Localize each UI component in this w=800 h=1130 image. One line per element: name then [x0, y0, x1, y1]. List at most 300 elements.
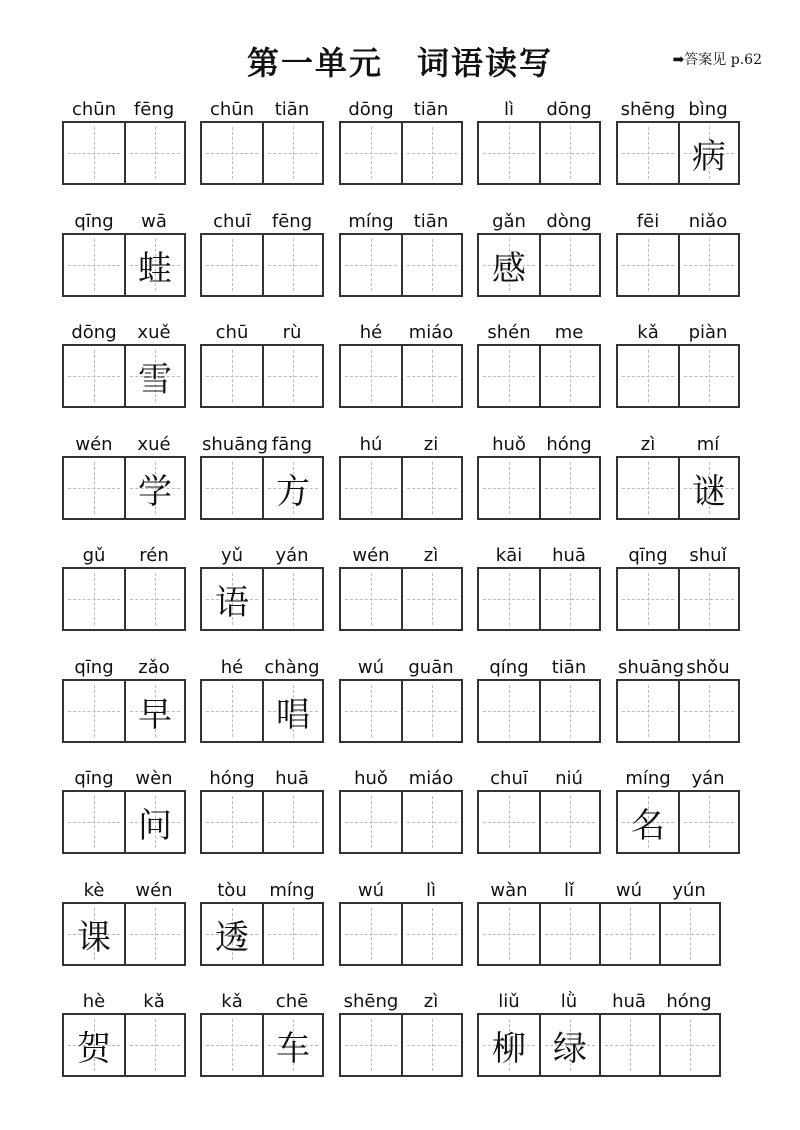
word-item	[200, 99, 324, 185]
pinyin-label: zì	[423, 991, 439, 1012]
writing-boxes	[200, 790, 324, 854]
writing-boxes	[616, 344, 740, 408]
pinyin-label: zi	[423, 434, 439, 455]
pinyin-label: piàn	[688, 322, 728, 343]
pinyin-label: lǐ	[563, 880, 574, 901]
writing-cell[interactable]	[678, 569, 738, 629]
pinyin-label: wén	[352, 545, 390, 566]
writing-cell[interactable]	[262, 123, 322, 183]
writing-boxes	[339, 456, 463, 520]
given-character	[341, 792, 401, 852]
pinyin-label: niǎo	[688, 211, 728, 232]
writing-cell[interactable]	[124, 904, 184, 964]
writing-boxes	[339, 679, 463, 743]
pinyin-label: qīng	[628, 545, 668, 566]
word-item	[477, 880, 721, 966]
writing-cell[interactable]	[341, 792, 401, 852]
given-character: 学	[138, 471, 172, 512]
given-character	[264, 904, 322, 964]
writing-cell[interactable]	[678, 346, 738, 406]
writing-cell[interactable]	[341, 235, 401, 295]
given-character	[64, 569, 124, 629]
word-item	[616, 657, 740, 743]
writing-cell[interactable]	[64, 569, 124, 629]
pinyin-label: fēi	[636, 211, 660, 232]
pinyin-label: dōng	[546, 99, 592, 120]
writing-boxes	[200, 1013, 324, 1077]
pinyin-label: wú	[357, 657, 385, 678]
writing-cell[interactable]	[539, 904, 599, 964]
writing-cell[interactable]	[341, 681, 401, 741]
writing-cell[interactable]	[262, 904, 322, 964]
writing-cell[interactable]	[401, 681, 461, 741]
pinyin-label: chàng	[264, 657, 320, 678]
pinyin-label: hóng	[666, 991, 712, 1012]
pinyin-label: wú	[615, 880, 643, 901]
pinyin-label: shēng	[343, 991, 399, 1012]
given-character	[202, 681, 262, 741]
pinyin-label: yǔ	[220, 545, 244, 566]
given-character	[661, 904, 719, 964]
given-character	[618, 235, 678, 295]
word-item	[616, 99, 740, 185]
writing-cell[interactable]	[618, 123, 678, 183]
word-item	[477, 211, 601, 297]
writing-boxes	[616, 121, 740, 185]
pinyin-label: yán	[691, 768, 725, 789]
writing-boxes	[200, 233, 324, 297]
writing-cell[interactable]	[401, 1015, 461, 1075]
given-character	[618, 681, 678, 741]
given-character	[680, 569, 738, 629]
writing-cell[interactable]	[479, 569, 539, 629]
writing-cell[interactable]	[539, 681, 599, 741]
writing-cell[interactable]	[401, 235, 461, 295]
pinyin-label: chū	[215, 322, 249, 343]
given-character	[403, 458, 461, 518]
pinyin-label: rù	[282, 322, 302, 343]
pinyin-label: dòng	[546, 211, 592, 232]
given-character	[341, 235, 401, 295]
writing-cell[interactable]	[124, 346, 184, 406]
word-item	[616, 768, 740, 854]
writing-boxes	[477, 121, 601, 185]
writing-cell[interactable]	[202, 792, 262, 852]
writing-cell[interactable]	[202, 569, 262, 629]
pinyin-label: gǎn	[492, 211, 526, 232]
writing-boxes	[62, 344, 186, 408]
given-character	[64, 235, 124, 295]
writing-cell[interactable]	[202, 904, 262, 964]
given-character: 绿	[553, 1028, 587, 1069]
writing-cell[interactable]	[341, 458, 401, 518]
pinyin-label: lì	[425, 880, 436, 901]
given-character	[479, 346, 539, 406]
given-character	[341, 904, 401, 964]
word-item	[62, 657, 186, 743]
given-character	[618, 458, 678, 518]
given-character	[341, 569, 401, 629]
writing-boxes	[339, 1013, 463, 1077]
writing-cell[interactable]	[124, 235, 184, 295]
word-item	[339, 211, 463, 297]
given-character	[680, 792, 738, 852]
word-item	[616, 545, 740, 631]
writing-cell[interactable]	[539, 569, 599, 629]
given-character: 车	[276, 1028, 310, 1069]
pinyin-label: rén	[139, 545, 169, 566]
word-item	[200, 434, 324, 520]
writing-cell[interactable]	[618, 346, 678, 406]
pinyin-label: huā	[275, 768, 309, 789]
pinyin-label: wèn	[135, 768, 173, 789]
writing-cell[interactable]	[341, 1015, 401, 1075]
writing-boxes	[339, 902, 463, 966]
word-item	[477, 99, 601, 185]
word-item	[339, 991, 463, 1077]
writing-cell[interactable]	[262, 346, 322, 406]
given-character: 语	[215, 582, 249, 623]
word-item	[339, 768, 463, 854]
given-character	[341, 1015, 401, 1075]
word-item	[62, 211, 186, 297]
word-item	[616, 322, 740, 408]
given-character	[680, 346, 738, 406]
pinyin-label: liǔ	[498, 991, 520, 1012]
writing-cell[interactable]	[539, 346, 599, 406]
word-item	[339, 434, 463, 520]
given-character	[341, 123, 401, 183]
word-item	[200, 657, 324, 743]
writing-cell[interactable]	[678, 458, 738, 518]
word-item	[339, 322, 463, 408]
given-character	[341, 681, 401, 741]
writing-cell[interactable]	[479, 346, 539, 406]
pinyin-label: shén	[487, 322, 531, 343]
word-item	[62, 322, 186, 408]
given-character	[618, 569, 678, 629]
writing-cell[interactable]	[64, 1015, 124, 1075]
writing-boxes	[339, 790, 463, 854]
pinyin-label: wú	[357, 880, 385, 901]
answer-reference: ➡答案见 p.62	[672, 52, 762, 68]
writing-cell[interactable]	[539, 123, 599, 183]
pinyin-label: miáo	[408, 768, 454, 789]
given-character: 贺	[77, 1028, 111, 1069]
given-character	[341, 458, 401, 518]
pinyin-label: dōng	[348, 99, 394, 120]
pinyin-label: huā	[612, 991, 646, 1012]
pinyin-label: tòu	[217, 880, 247, 901]
writing-boxes	[477, 790, 601, 854]
pinyin-label: chūn	[71, 99, 117, 120]
writing-cell[interactable]	[202, 123, 262, 183]
pinyin-label: huǒ	[354, 768, 388, 789]
word-item	[62, 545, 186, 631]
given-character	[264, 235, 322, 295]
writing-cell[interactable]	[64, 792, 124, 852]
writing-cell[interactable]	[262, 235, 322, 295]
pinyin-label: chuī	[490, 768, 528, 789]
writing-cell[interactable]	[64, 346, 124, 406]
given-character	[479, 569, 539, 629]
writing-cell[interactable]	[401, 458, 461, 518]
writing-boxes	[477, 233, 601, 297]
writing-cell[interactable]	[401, 792, 461, 852]
writing-cell[interactable]	[539, 1015, 599, 1075]
given-character	[126, 123, 184, 183]
pinyin-label: hé	[359, 322, 383, 343]
writing-cell[interactable]	[618, 235, 678, 295]
pinyin-label: kè	[83, 880, 105, 901]
writing-cell[interactable]	[202, 346, 262, 406]
given-character	[680, 681, 738, 741]
pinyin-label: me	[554, 322, 584, 343]
writing-cell[interactable]	[479, 681, 539, 741]
pinyin-label: hé	[220, 657, 244, 678]
writing-cell[interactable]	[618, 458, 678, 518]
given-character: 柳	[492, 1028, 526, 1069]
writing-cell[interactable]	[539, 235, 599, 295]
given-character	[541, 904, 599, 964]
writing-cell[interactable]	[539, 458, 599, 518]
pinyin-label: lì	[503, 99, 514, 120]
writing-cell[interactable]	[401, 569, 461, 629]
pinyin-label: kǎ	[143, 991, 165, 1012]
pinyin-label: qíng	[489, 657, 529, 678]
pinyin-label: fāng	[271, 434, 313, 455]
pinyin-label: zì	[423, 545, 439, 566]
writing-cell[interactable]	[479, 792, 539, 852]
given-character	[126, 1015, 184, 1075]
pinyin-label: lǜ	[560, 991, 578, 1012]
writing-cell[interactable]	[618, 569, 678, 629]
pinyin-label: zǎo	[138, 657, 170, 678]
writing-cell[interactable]	[659, 1015, 719, 1075]
given-character: 透	[215, 917, 249, 958]
writing-cell[interactable]	[618, 681, 678, 741]
given-character	[479, 681, 539, 741]
writing-cell[interactable]	[341, 904, 401, 964]
writing-boxes	[616, 456, 740, 520]
writing-cell[interactable]	[678, 123, 738, 183]
given-character: 课	[77, 917, 111, 958]
given-character	[202, 123, 262, 183]
writing-boxes	[616, 679, 740, 743]
pinyin-label: mí	[696, 434, 720, 455]
writing-cell[interactable]	[124, 458, 184, 518]
given-character	[264, 123, 322, 183]
pinyin-label: shuāng	[618, 657, 685, 678]
given-character	[541, 681, 599, 741]
writing-boxes	[62, 679, 186, 743]
writing-cell[interactable]	[401, 346, 461, 406]
word-item	[339, 880, 463, 966]
writing-cell[interactable]	[479, 904, 539, 964]
writing-cell[interactable]	[618, 792, 678, 852]
writing-cell[interactable]	[202, 235, 262, 295]
writing-cell[interactable]	[124, 1015, 184, 1075]
writing-cell[interactable]	[539, 792, 599, 852]
word-item	[477, 657, 601, 743]
pinyin-label: guān	[408, 657, 454, 678]
given-character	[541, 458, 599, 518]
given-character	[541, 569, 599, 629]
writing-cell[interactable]	[262, 1015, 322, 1075]
given-character	[680, 235, 738, 295]
word-item	[200, 211, 324, 297]
writing-boxes	[477, 679, 601, 743]
pinyin-label: hóng	[209, 768, 255, 789]
writing-cell[interactable]	[202, 1015, 262, 1075]
pinyin-label: wén	[135, 880, 173, 901]
given-character: 名	[631, 805, 665, 846]
writing-cell[interactable]	[64, 458, 124, 518]
given-character	[202, 792, 262, 852]
given-character	[403, 904, 461, 964]
pinyin-label: chē	[275, 991, 309, 1012]
writing-cell[interactable]	[262, 569, 322, 629]
given-character	[202, 1015, 262, 1075]
word-item	[616, 434, 740, 520]
writing-boxes	[339, 567, 463, 631]
word-item	[200, 322, 324, 408]
writing-boxes	[477, 567, 601, 631]
writing-cell[interactable]	[678, 681, 738, 741]
pinyin-label: wén	[75, 434, 113, 455]
writing-cell[interactable]	[124, 569, 184, 629]
word-item	[200, 991, 324, 1077]
pinyin-label: miáo	[408, 322, 454, 343]
word-item	[62, 991, 186, 1077]
pinyin-label: huǒ	[492, 434, 526, 455]
given-character	[64, 681, 124, 741]
writing-cell[interactable]	[124, 681, 184, 741]
writing-cell[interactable]	[341, 569, 401, 629]
writing-cell[interactable]	[202, 458, 262, 518]
given-character	[618, 123, 678, 183]
writing-boxes	[62, 1013, 186, 1077]
word-item	[62, 880, 186, 966]
given-character	[403, 123, 461, 183]
writing-cell[interactable]	[599, 1015, 659, 1075]
writing-boxes	[616, 233, 740, 297]
writing-boxes	[616, 790, 740, 854]
pinyin-label: xué	[137, 434, 171, 455]
pinyin-label: shuǐ	[689, 545, 727, 566]
word-item	[200, 880, 324, 966]
writing-cell[interactable]	[659, 904, 719, 964]
writing-boxes	[62, 121, 186, 185]
writing-cell[interactable]	[341, 346, 401, 406]
writing-cell[interactable]	[262, 681, 322, 741]
pinyin-label: kǎ	[637, 322, 659, 343]
word-item	[200, 545, 324, 631]
pinyin-label: fēng	[133, 99, 175, 120]
word-item	[477, 322, 601, 408]
pinyin-label: tiān	[413, 99, 449, 120]
writing-cell[interactable]	[124, 123, 184, 183]
given-character	[403, 235, 461, 295]
writing-cell[interactable]	[479, 123, 539, 183]
writing-cell[interactable]	[262, 792, 322, 852]
pinyin-label: niú	[555, 768, 583, 789]
pinyin-label: qīng	[74, 211, 114, 232]
writing-boxes	[477, 1013, 721, 1077]
given-character	[202, 235, 262, 295]
writing-cell[interactable]	[64, 681, 124, 741]
word-item	[477, 434, 601, 520]
writing-boxes	[200, 902, 324, 966]
given-character	[403, 1015, 461, 1075]
given-character	[403, 569, 461, 629]
writing-boxes	[339, 344, 463, 408]
word-item	[62, 434, 186, 520]
writing-boxes	[616, 567, 740, 631]
given-character	[64, 792, 124, 852]
word-item	[62, 768, 186, 854]
pinyin-label: míng	[625, 768, 671, 789]
given-character	[126, 904, 184, 964]
given-character: 早	[138, 694, 172, 735]
writing-boxes	[477, 902, 721, 966]
pinyin-label: huā	[552, 545, 586, 566]
word-item	[339, 657, 463, 743]
pinyin-label: qīng	[74, 657, 114, 678]
pinyin-label: yán	[275, 545, 309, 566]
writing-cell[interactable]	[401, 904, 461, 964]
given-character: 感	[492, 248, 526, 289]
given-character	[479, 792, 539, 852]
writing-cell[interactable]	[64, 904, 124, 964]
given-character	[64, 123, 124, 183]
given-character	[202, 346, 262, 406]
pinyin-label: kāi	[495, 545, 523, 566]
writing-cell[interactable]	[479, 458, 539, 518]
writing-cell[interactable]	[202, 681, 262, 741]
writing-cell[interactable]	[64, 235, 124, 295]
given-character	[64, 458, 124, 518]
given-character	[541, 346, 599, 406]
writing-cell[interactable]	[262, 458, 322, 518]
page-title: 第一单元 词语读写	[246, 44, 553, 82]
pinyin-label: shēng	[620, 99, 676, 120]
pinyin-label: tiān	[551, 657, 587, 678]
writing-boxes	[200, 344, 324, 408]
pinyin-label: kǎ	[221, 991, 243, 1012]
word-item	[477, 545, 601, 631]
pinyin-label: tiān	[274, 99, 310, 120]
writing-cell[interactable]	[479, 1015, 539, 1075]
writing-cell[interactable]	[64, 123, 124, 183]
writing-cell[interactable]	[341, 123, 401, 183]
writing-cell[interactable]	[678, 235, 738, 295]
writing-cell[interactable]	[599, 904, 659, 964]
word-item	[200, 768, 324, 854]
writing-boxes	[62, 567, 186, 631]
writing-cell[interactable]	[479, 235, 539, 295]
given-character	[541, 235, 599, 295]
writing-cell[interactable]	[678, 792, 738, 852]
writing-cell[interactable]	[401, 123, 461, 183]
word-item	[616, 211, 740, 297]
pinyin-label: chūn	[209, 99, 255, 120]
writing-cell[interactable]	[124, 792, 184, 852]
given-character	[661, 1015, 719, 1075]
given-character	[202, 458, 262, 518]
given-character	[64, 346, 124, 406]
pinyin-label: xuě	[137, 322, 171, 343]
